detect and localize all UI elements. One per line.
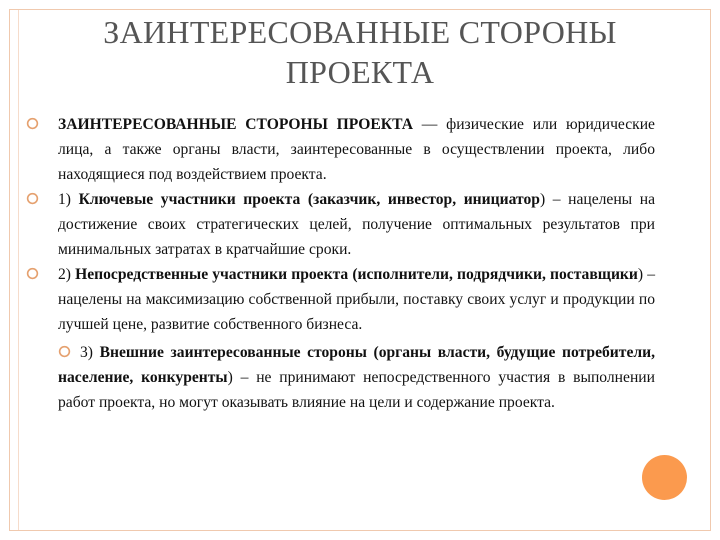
item-bold-text: Непосредственные участники проекта (исполнители, подрядчики, поставщики — [75, 266, 638, 283]
item-prefix: 1) — [58, 191, 79, 208]
list-item — [58, 340, 655, 415]
bullet-icon — [58, 345, 71, 358]
sub-bullet — [58, 340, 80, 360]
item-text: — физические или юридические лица, а также органы власти, заинтересованные в осуществлении проекта, либо находящиеся под воздействием проекта. — [58, 116, 655, 183]
slide-content — [58, 112, 655, 415]
slide-title-line-2: ПРОЕКТА — [285, 54, 435, 90]
item-bold-text: ЗАИНТЕРЕСОВАННЫЕ СТОРОНЫ ПРОЕКТА — [58, 116, 413, 133]
item-text: ) – нацелены на достижение своих стратегических целей, получение оптимальных результатов при минимальных затратах в кратчайшие сроки. — [58, 191, 656, 258]
list-item — [58, 112, 655, 187]
bullet-icon — [26, 267, 39, 280]
item-prefix: 2) — [58, 266, 76, 283]
list-item — [58, 187, 655, 262]
bullet-icon — [26, 192, 39, 205]
decorative-circle-icon — [642, 455, 687, 500]
item-bold-text: Ключевые участники проекта (заказчик, инвестор, инициатор — [78, 191, 540, 208]
item-text: ) – нацелены на максимизацию собственной прибыли, поставку своих услуг и продукции по лучшей цене, развитие собственного бизнеса. — [58, 266, 655, 333]
item-text: ) – не принимают непосредственного участия в выполнении работ проекта, но могут оказывать влияние на цели и содержание проекта. — [58, 369, 655, 411]
bullet-icon — [26, 117, 39, 130]
list-item — [58, 262, 655, 337]
item-bold-text: Внешние заинтересованные стороны (органы власти, будущие потребители, население, конкуренты — [58, 344, 655, 386]
frame-divider — [18, 10, 19, 530]
item-prefix: 3) — [80, 344, 100, 361]
slide-title — [40, 12, 680, 92]
slide-title-line-1: ЗАИНТЕРЕСОВАННЫЕ СТОРОНЫ — [103, 14, 617, 50]
